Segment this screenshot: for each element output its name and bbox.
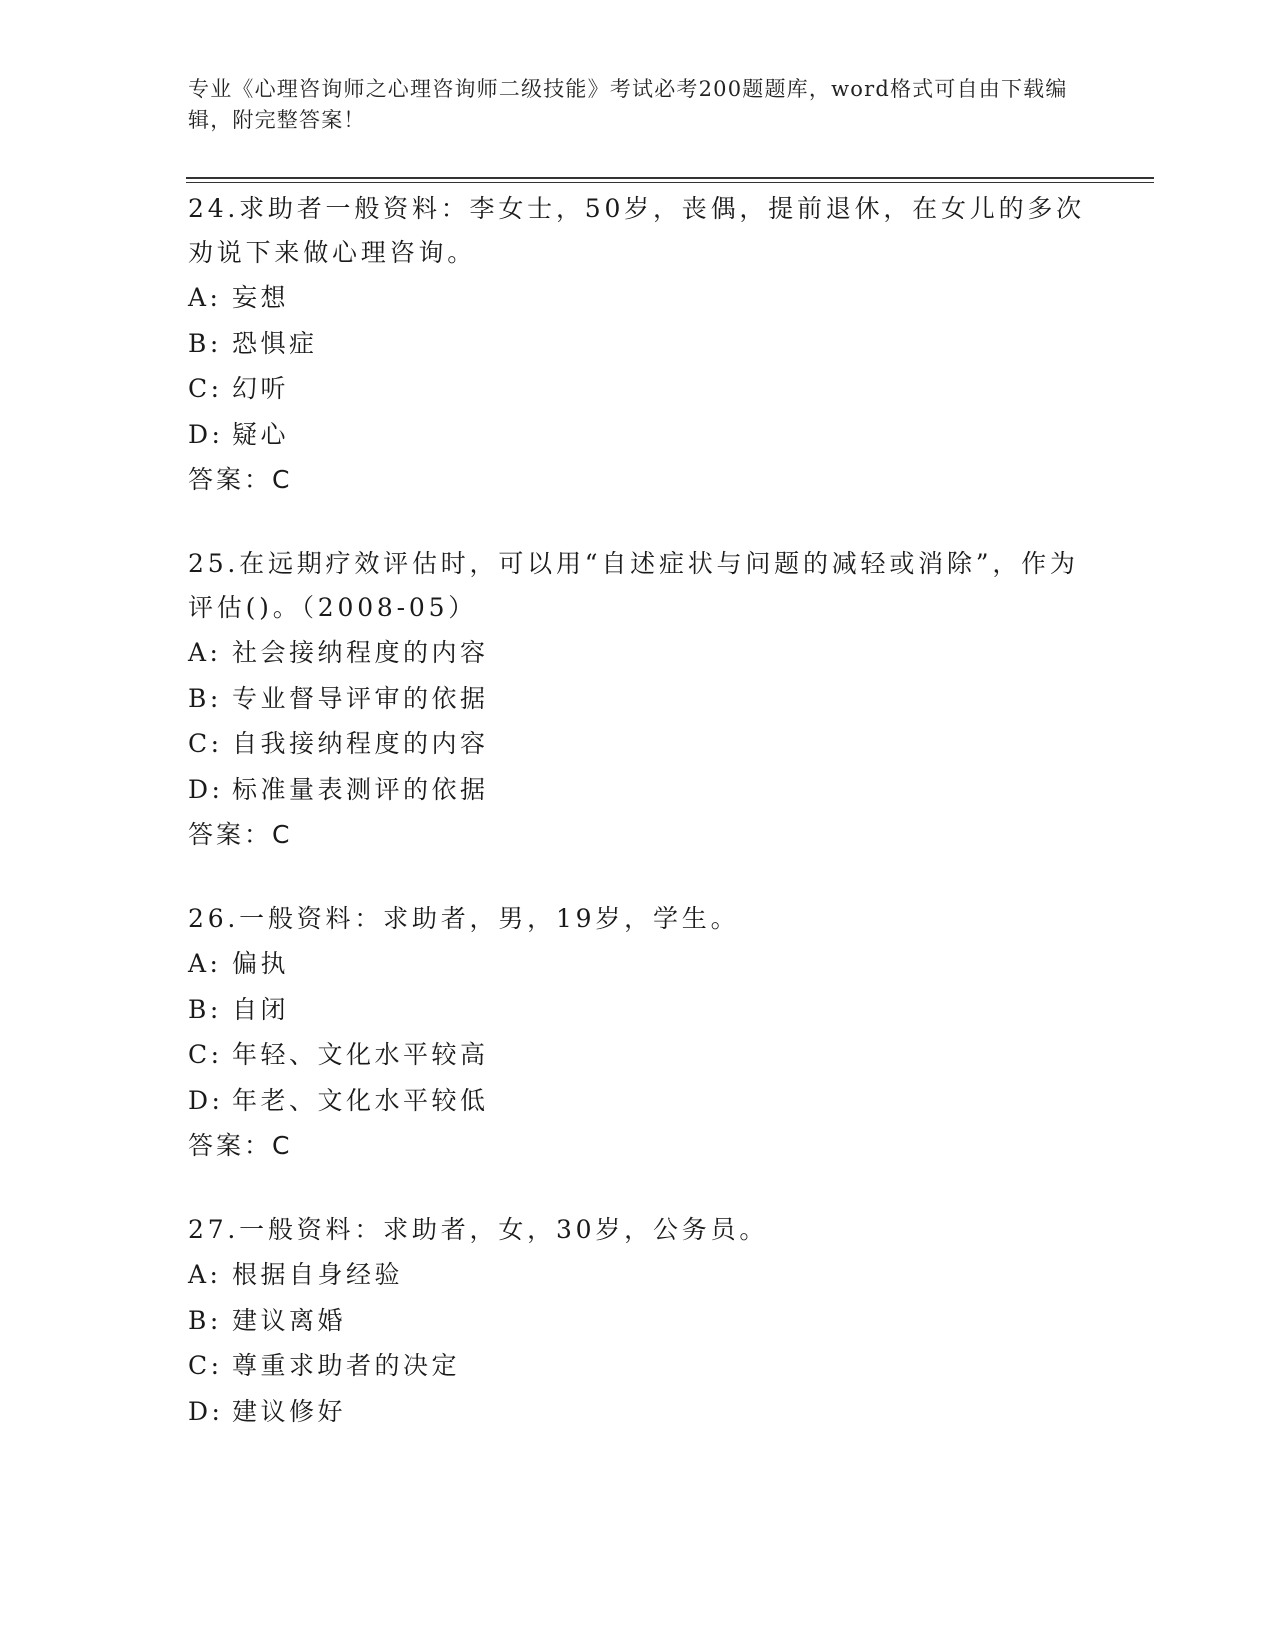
option-letter: C: bbox=[188, 374, 223, 403]
option-text: 尊重求助者的决定 bbox=[232, 1351, 461, 1380]
option-letter: C: bbox=[188, 729, 223, 758]
option-letter: D: bbox=[188, 774, 224, 804]
option-b bbox=[188, 987, 1088, 1033]
option-c bbox=[188, 721, 1088, 767]
option-letter: A: bbox=[188, 949, 222, 978]
question-list bbox=[188, 187, 1088, 1473]
option-text: 偏执 bbox=[232, 949, 290, 978]
option-text: 标准量表测评的依据 bbox=[232, 774, 489, 804]
option-a bbox=[188, 941, 1088, 987]
question-26 bbox=[188, 897, 1088, 1169]
option-text: 建议离婚 bbox=[232, 1305, 347, 1335]
option-text: 恐惧症 bbox=[232, 328, 318, 358]
option-d bbox=[188, 412, 1088, 458]
option-c bbox=[188, 1343, 1088, 1389]
option-text: 年老、文化水平较低 bbox=[232, 1085, 489, 1115]
option-text: 疑心 bbox=[232, 419, 290, 449]
option-letter: D: bbox=[188, 419, 224, 449]
question-text: 26.一般资料：求助者，男，19岁，学生。 bbox=[188, 904, 740, 933]
option-text: 幻听 bbox=[232, 374, 290, 403]
option-text: 专业督导评审的依据 bbox=[232, 683, 489, 713]
option-a bbox=[188, 630, 1088, 676]
option-text: 妄想 bbox=[232, 283, 290, 312]
option-letter: C: bbox=[188, 1351, 223, 1380]
option-c bbox=[188, 1032, 1088, 1078]
option-text: 自闭 bbox=[232, 994, 290, 1024]
option-letter: C: bbox=[188, 1040, 223, 1069]
header-divider-top bbox=[186, 177, 1154, 179]
option-text: 建议修好 bbox=[232, 1396, 347, 1426]
question-text: 27.一般资料：求助者，女，30岁，公务员。 bbox=[188, 1215, 769, 1244]
document-header: 专业《心理咨询师之心理咨询师二级技能》考试必考200题题库，word格式可自由下载编辑，附完整答案！ bbox=[188, 77, 1068, 132]
question-25 bbox=[188, 542, 1088, 858]
option-text: 自我接纳程度的内容 bbox=[232, 729, 489, 758]
option-text: 年轻、文化水平较高 bbox=[232, 1040, 489, 1069]
option-letter: B: bbox=[188, 328, 222, 358]
option-letter: D: bbox=[188, 1396, 224, 1426]
header-divider-bottom bbox=[186, 182, 1154, 183]
answer-line: 答案：C bbox=[188, 1131, 293, 1160]
answer-line: 答案：C bbox=[188, 465, 293, 494]
option-letter: B: bbox=[188, 994, 222, 1024]
question-text: 24.求助者一般资料：李女士，50岁，丧偶，提前退休，在女儿的多次劝说下来做心理咨询。 bbox=[188, 194, 1085, 267]
option-a bbox=[188, 275, 1088, 321]
option-text: 社会接纳程度的内容 bbox=[232, 638, 489, 667]
option-c bbox=[188, 366, 1088, 412]
option-letter: A: bbox=[188, 638, 222, 667]
option-d bbox=[188, 1078, 1088, 1124]
answer-line: 答案：C bbox=[188, 820, 293, 849]
option-letter: B: bbox=[188, 1305, 222, 1335]
option-letter: D: bbox=[188, 1085, 224, 1115]
option-letter: A: bbox=[188, 1260, 222, 1289]
option-d bbox=[188, 767, 1088, 813]
question-27 bbox=[188, 1208, 1088, 1434]
option-b bbox=[188, 321, 1088, 367]
option-text: 根据自身经验 bbox=[232, 1260, 404, 1289]
option-b bbox=[188, 1298, 1088, 1344]
option-a bbox=[188, 1252, 1088, 1298]
option-letter: B: bbox=[188, 683, 222, 713]
option-d bbox=[188, 1389, 1088, 1435]
option-b bbox=[188, 676, 1088, 722]
question-24 bbox=[188, 187, 1088, 503]
question-text: 25.在远期疗效评估时，可以用“自述症状与问题的减轻或消除”，作为评估()。（2008-05） bbox=[188, 549, 1079, 622]
option-letter: A: bbox=[188, 283, 222, 312]
